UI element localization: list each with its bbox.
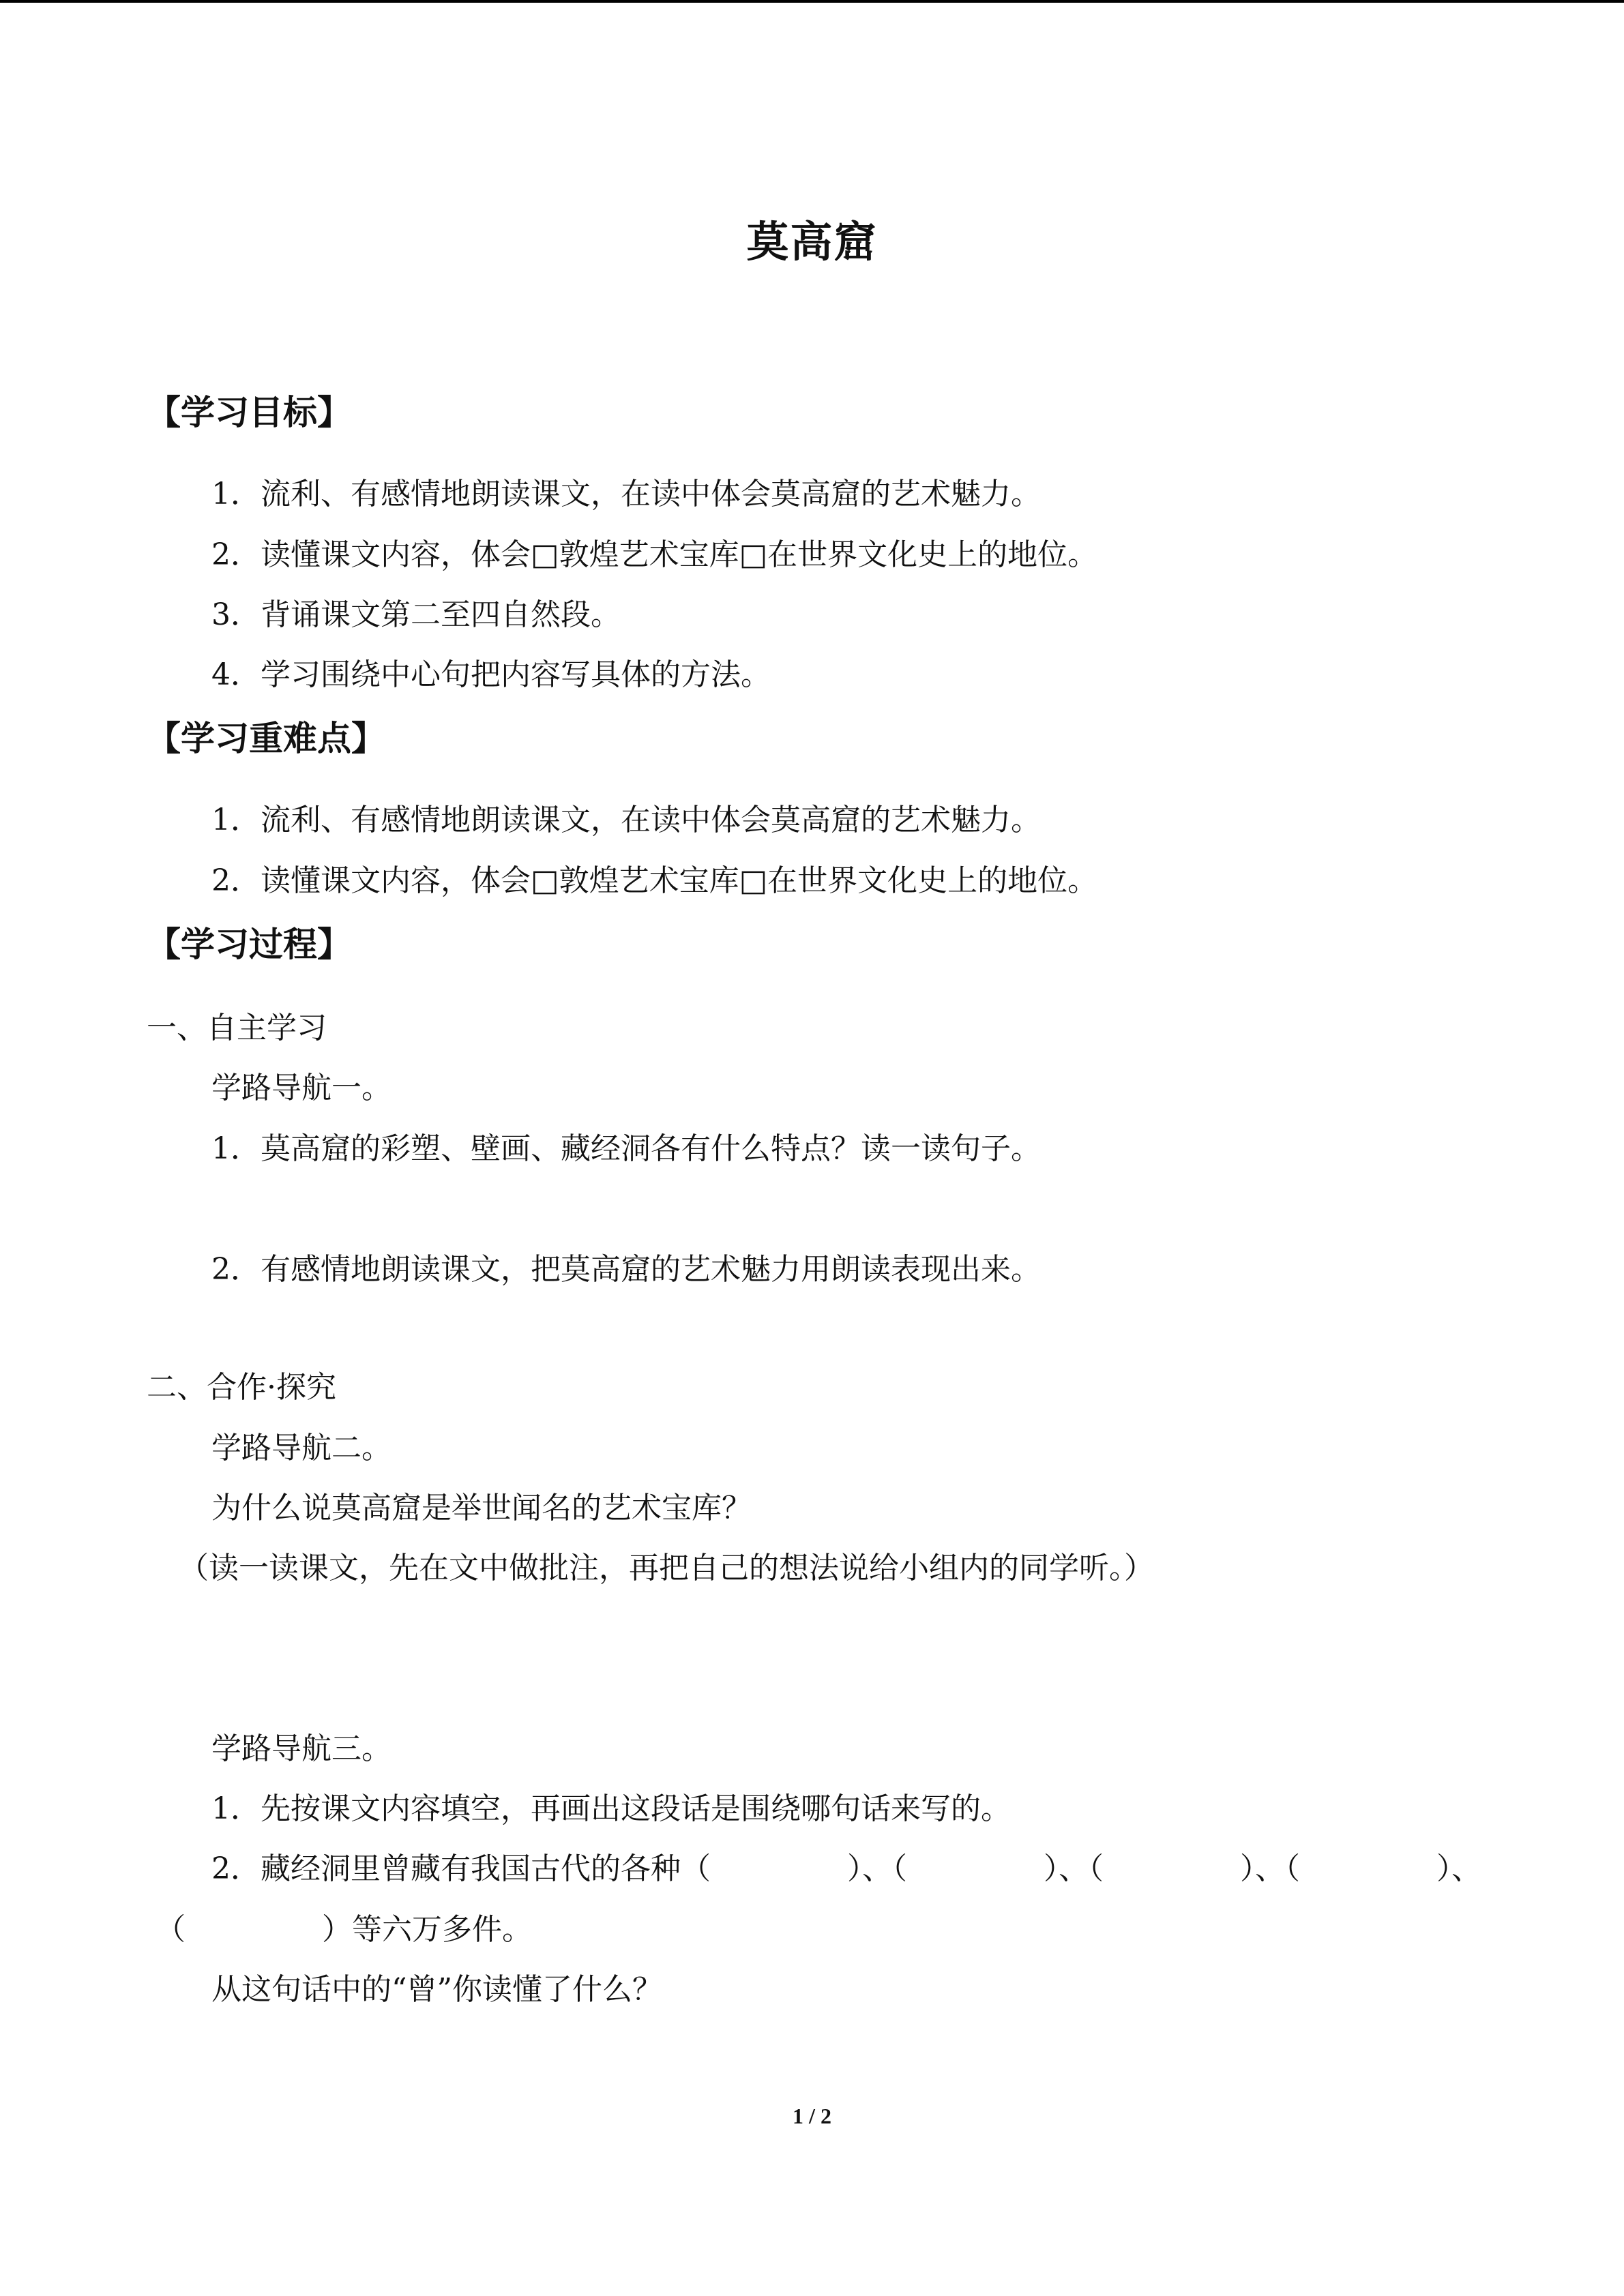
page-number: 1 / 2 xyxy=(793,2104,831,2128)
part1-question-2: 2．有感情地朗读课文，把莫高窟的艺术魅力用朗读表现出来。 xyxy=(211,1252,1041,1287)
part2-question-3: 从这句话中的“曾”你读懂了什么？ xyxy=(211,1972,662,2007)
section-heading-process: 【学习过程】 xyxy=(147,925,351,964)
part2-title: 二、合作·探究 xyxy=(147,1370,336,1405)
section-heading-keypoints: 【学习重难点】 xyxy=(147,719,385,758)
fill-blank-text-end: ）、 xyxy=(1436,1851,1481,1886)
fill-blank-open-paren: （ xyxy=(156,1912,186,1947)
fill-blank-line xyxy=(211,1849,1481,1890)
goal-item-2: 2．读懂课文内容，体会□敦煌艺术宝库□在世界文化史上的地位。 xyxy=(211,537,1098,572)
goal-item-1: 1．流利、有感情地朗读课文，在读中体会莫高窟的艺术魅力。 xyxy=(211,477,1041,511)
fill-blank-separator: ）、（ xyxy=(847,1851,907,1886)
part2-hint: （读一读课文，先在文中做批注，再把自己的想法说给小组内的同学听。） xyxy=(179,1551,1154,1585)
fill-blank-tail: ）等六万多件。 xyxy=(322,1912,532,1947)
top-border-rule xyxy=(0,0,1624,3)
goal-item-4: 4．学习围绕中心句把内容写具体的方法。 xyxy=(211,657,771,692)
fill-blank-separator: ）、（ xyxy=(1240,1851,1300,1886)
page-title: 莫高窟 xyxy=(746,217,878,267)
part1-title: 一、自主学习 xyxy=(147,1011,327,1045)
part1-question-1: 1．莫高窟的彩塑、壁画、藏经洞各有什么特点？读一读句子。 xyxy=(211,1131,1041,1166)
keypoint-item-2: 2．读懂课文内容，体会□敦煌艺术宝库□在世界文化史上的地位。 xyxy=(211,863,1098,898)
part2-nav-2: 学路导航二。 xyxy=(211,1431,392,1465)
part2-nav-3: 学路导航三。 xyxy=(211,1731,392,1766)
fill-blank-continuation xyxy=(156,1909,532,1950)
fill-blank-separator: ）、（ xyxy=(1044,1851,1104,1886)
part2-question-1: 1．先按课文内容填空，再画出这段话是围绕哪句话来写的。 xyxy=(211,1791,1011,1826)
goal-item-3: 3．背诵课文第二至四自然段。 xyxy=(211,597,621,632)
part1-nav: 学路导航一。 xyxy=(211,1071,392,1105)
keypoint-item-1: 1．流利、有感情地朗读课文，在读中体会莫高窟的艺术魅力。 xyxy=(211,803,1041,837)
section-heading-goals: 【学习目标】 xyxy=(147,393,351,432)
fill-blank-text-start: 2．藏经洞里曾藏有我国古代的各种（ xyxy=(211,1851,711,1886)
part2-question: 为什么说莫高窟是举世闻名的艺术宝库？ xyxy=(211,1491,752,1525)
